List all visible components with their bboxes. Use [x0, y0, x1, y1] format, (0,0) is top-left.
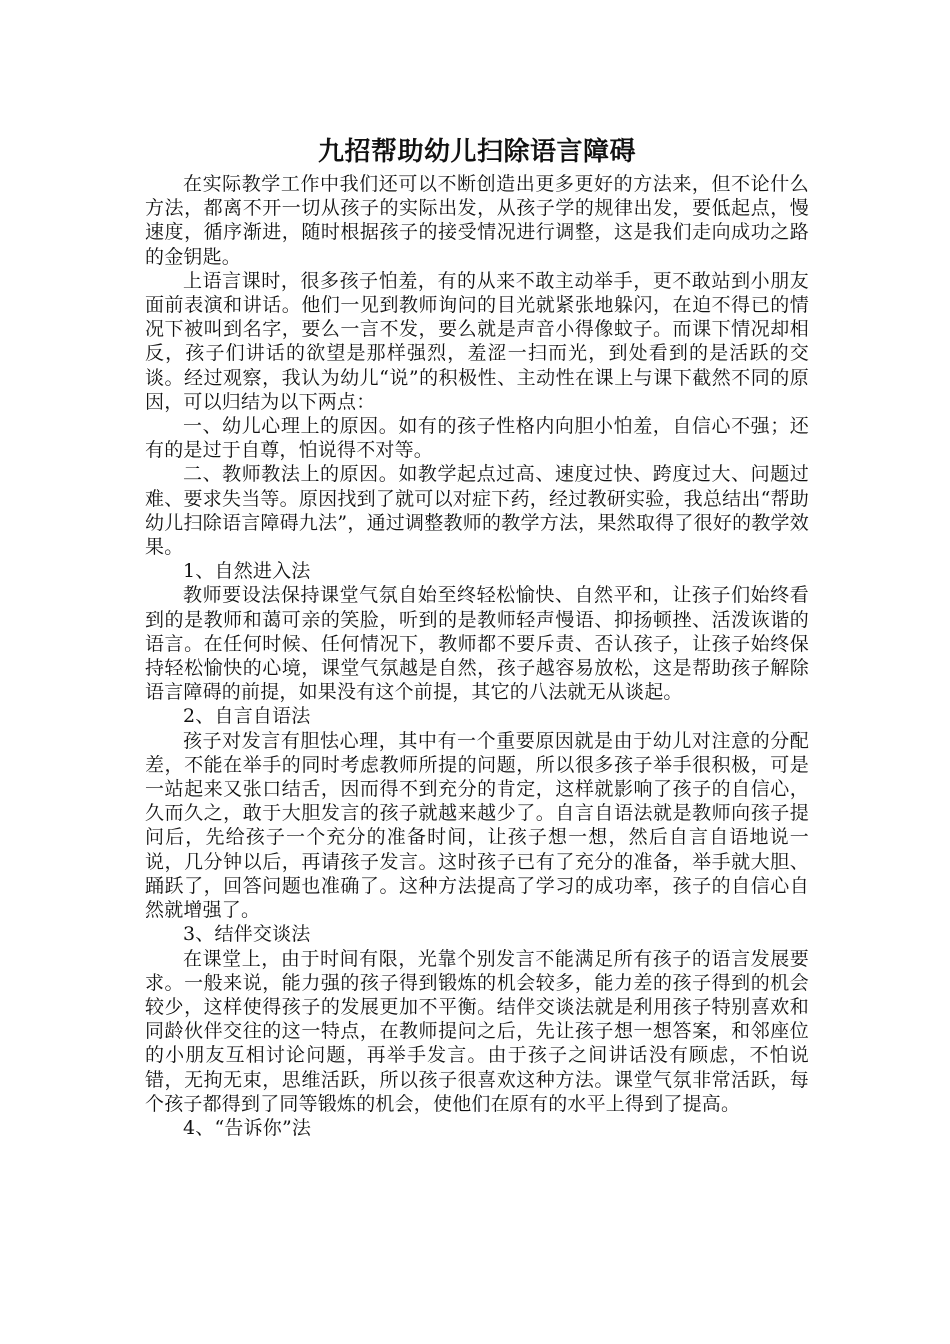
- section-text-self-talk: 孩子对发言有胆怯心理，其中有一个重要原因就是由于幼儿对注意的分配差，不能在举手的同时考虑教师所提的问题，所以很多孩子举手很积极，可是一站起来又张口结舌，因而得不到充分的肯定，这样就影响了孩子的自信心，久而久之，敢于大胆发言的孩子就越来越少了。自言自语法就是教师向孩子提问后，先给孩子一个充分的准备时间，让孩子想一想，然后自言自语地说一说，几分钟以后，再请孩子发言。这时孩子已有了充分的准备，举手就大胆、踊跃了，回答问题也准确了。这种方法提高了学习的成功率，孩子的自信心自然就增强了。: [145, 729, 809, 922]
- section-text-natural-entry: 教师要设法保持课堂气氛自始至终轻松愉快、自然平和，让孩子们始终看到的是教师和蔼可亲的笑脸，听到的是教师轻声慢语、抑扬顿挫、活泼诙谐的语言。在任何时候、任何情况下，教师都不要斥责、否认孩子，让孩子始终保持轻松愉快的心境，课堂气氛越是自然，孩子越容易放松，这是帮助孩子解除语言障碍的前提，如果没有这个前提，其它的八法就无从谈起。: [145, 584, 809, 704]
- paragraph-reason-teaching: 二、教师教法上的原因。如教学起点过高、速度过快、跨度过大、问题过难、要求失当等。原因找到了就可以对症下药，经过教研实验，我总结出“帮助幼儿扫除语言障碍九法”，通过调整教师的教学方法，果然取得了很好的教学效果。: [145, 463, 809, 559]
- document-title: 九招帮助幼儿扫除语言障碍: [317, 137, 636, 167]
- section-heading-partner-talk: 3、结伴交谈法: [183, 923, 311, 946]
- section-text-partner-talk: 在课堂上，由于时间有限，光靠个别发言不能满足所有孩子的语言发展要求。一般来说，能力强的孩子得到锻炼的机会较多，能力差的孩子得到的机会较少，这样使得孩子的发展更加不平衡。结伴交谈法就是利用孩子特别喜欢和同龄伙伴交往的这一特点，在教师提问之后，先让孩子想一想答案，和邻座位的小朋友互相讨论问题，再举手发言。由于孩子之间讲话没有顾虑，不怕说错，无拘无束，思维活跃，所以孩子很喜欢这种方法。课堂气氛非常活跃，每个孩子都得到了同等锻炼的机会，使他们在原有的水平上得到了提高。: [145, 947, 809, 1115]
- paragraph-intro: 在实际教学工作中我们还可以不断创造出更多更好的方法来，但不论什么方法，都离不开一切从孩子的实际出发，从孩子学的规律出发，要低起点，慢速度，循序渐进，随时根据孩子的接受情况进行调整，这是我们走向成功之路的金钥匙。: [145, 173, 809, 268]
- section-heading-tell-you: 4、“告诉你”法: [183, 1116, 312, 1139]
- section-heading-self-talk: 2、自言自语法: [183, 705, 311, 728]
- paragraph-reason-psychology: 一、幼儿心理上的原因。如有的孩子性格内向胆小怕羞，自信心不强；还有的是过于自尊，怕说得不对等。: [145, 415, 809, 462]
- document-body: [145, 132, 809, 1140]
- section-heading-natural-entry: 1、自然进入法: [183, 560, 311, 583]
- paragraph-observation: 上语言课时，很多孩子怕羞，有的从来不敢主动举手，更不敢站到小朋友面前表演和讲话。他们一见到教师询问的目光就紧张地躲闪，在迫不得已的情况下被叫到名字，要么一言不发，要么就是声音小得像蚊子。而课下情况却相反，孩子们讲话的欲望是那样强烈，羞涩一扫而光，到处看到的是活跃的交谈。经过观察，我认为幼儿“说”的积极性、主动性在课上与课下截然不同的原因，可以归结为以下两点：: [145, 269, 809, 413]
